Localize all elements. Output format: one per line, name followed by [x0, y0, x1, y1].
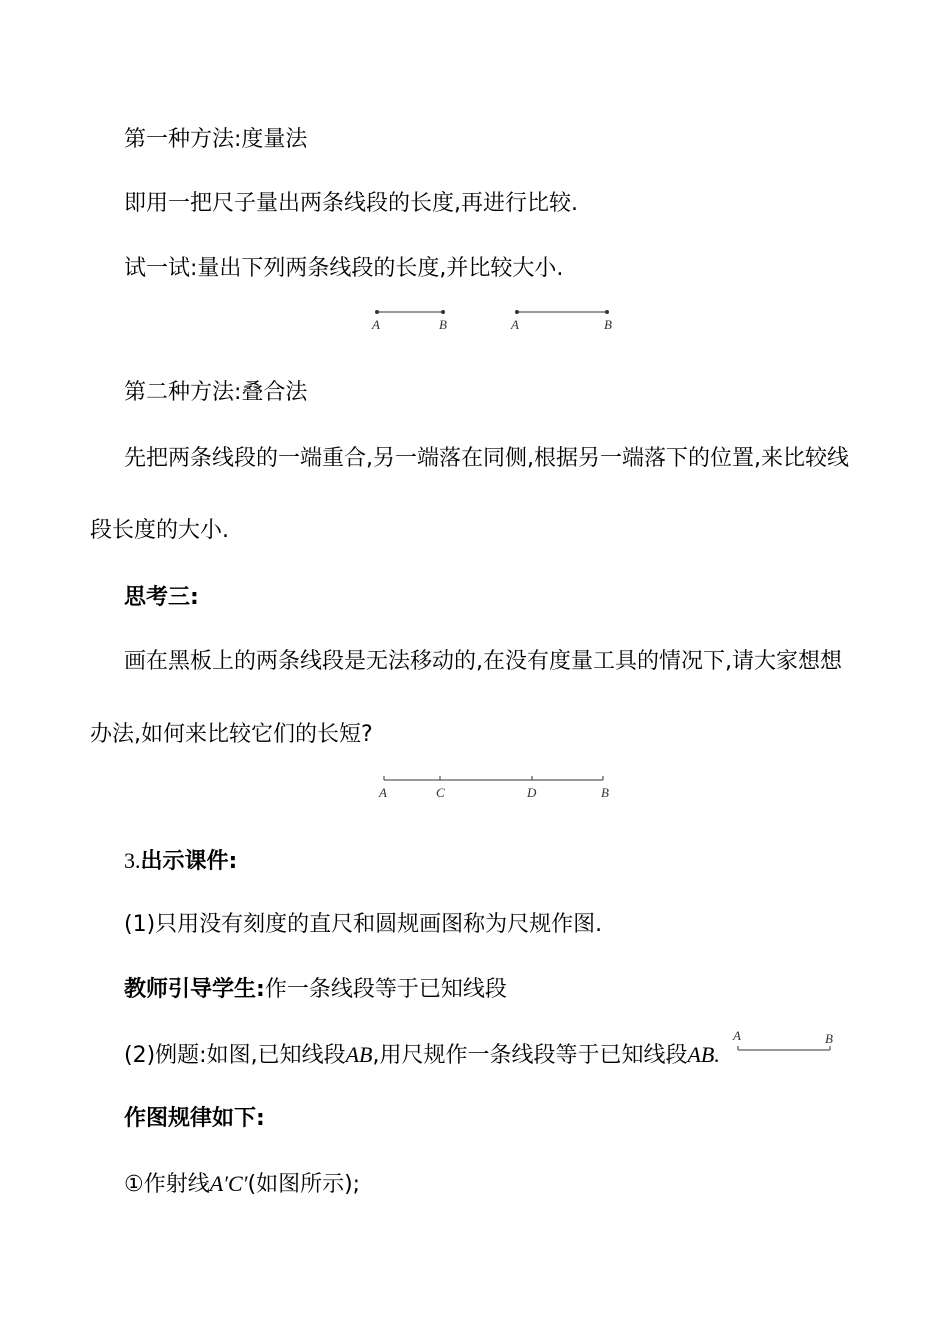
label-c: C — [436, 785, 445, 800]
label-b: B — [601, 785, 609, 800]
segment-1-point-a — [375, 310, 379, 314]
method1-description: 即用一把尺子量出两条线段的长度,再进行比较. — [124, 191, 578, 216]
segment-1-label-b: B — [439, 317, 447, 332]
method1-heading: 第一种方法:度量法 — [124, 127, 308, 152]
example-segment-ab: AB — [345, 1042, 373, 1067]
rule-heading: 作图规律如下: — [124, 1106, 265, 1131]
method2-description-line1: 先把两条线段的一端重合,另一端落在同侧,根据另一端落下的位置,来比较线 — [124, 446, 849, 471]
try-it-text: 量出下列两条线段的长度,并比较大小. — [197, 256, 564, 281]
label-d: D — [527, 785, 537, 800]
think3-heading: 思考三: — [124, 585, 199, 610]
example-segment-ab-end: AB. — [687, 1042, 720, 1067]
example-prefix: (2)例题:如图,已知线段 — [124, 1043, 346, 1068]
segment-1-label-a: A — [372, 317, 380, 332]
given-label-b: B — [825, 1031, 833, 1046]
teacher-guide-label: 教师引导学生: — [124, 977, 265, 1002]
section3-title: 出示课件: — [140, 849, 238, 874]
segment-2-point-a — [515, 310, 519, 314]
step1-suffix: (如图所示); — [247, 1172, 361, 1197]
item1-text: (1)只用没有刻度的直尺和圆规画图称为尺规作图. — [124, 912, 603, 937]
example-line — [124, 1042, 720, 1069]
figure-segment-acdb — [370, 772, 620, 804]
segment-2-point-b — [605, 310, 609, 314]
method2-description-line2: 段长度的大小. — [90, 518, 229, 543]
section3-number: 3. — [124, 848, 141, 873]
teacher-guide-line — [124, 977, 507, 1003]
step1-line — [124, 1171, 360, 1198]
figure-given-segment-ab — [730, 1028, 840, 1058]
label-a: A — [379, 785, 387, 800]
example-middle: ,用尺规作一条线段等于已知线段 — [372, 1043, 688, 1068]
section3-heading — [124, 848, 237, 875]
method2-heading: 第二种方法:叠合法 — [124, 380, 308, 405]
try-it-line — [124, 256, 563, 282]
segment-1 — [371, 310, 447, 332]
teacher-guide-text: 作一条线段等于已知线段 — [264, 977, 507, 1002]
segment-2-label-a: A — [511, 317, 519, 332]
segment-2 — [510, 310, 612, 332]
think3-line2: 办法,如何来比较它们的长短? — [90, 722, 373, 747]
segment-2-label-b: B — [604, 317, 612, 332]
step1-prefix: ①作射线 — [124, 1172, 210, 1197]
given-label-a: A — [733, 1028, 741, 1043]
try-it-prefix: 试一试: — [124, 256, 198, 281]
figure-two-segments — [360, 302, 630, 338]
think3-line1: 画在黑板上的两条线段是无法移动的,在没有度量工具的情况下,请大家想想 — [124, 649, 842, 674]
segment-1-point-b — [441, 310, 445, 314]
step1-ray: A′C′ — [209, 1171, 248, 1196]
